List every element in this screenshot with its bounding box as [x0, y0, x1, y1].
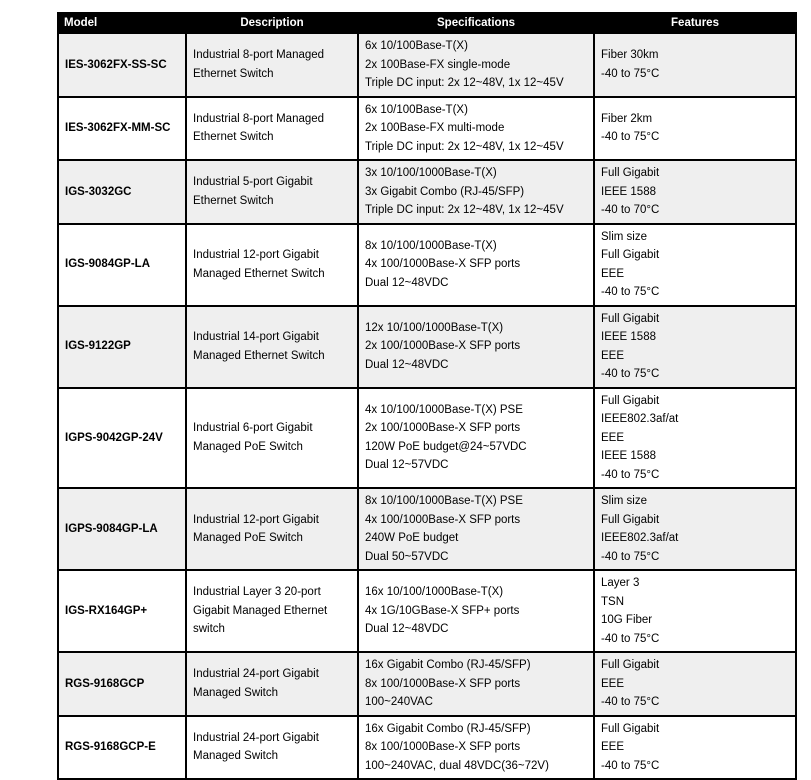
feature-line: -40 to 70°C	[601, 204, 660, 216]
specification-line: 8x 10/100/1000Base-T(X) PSE	[365, 495, 523, 507]
specification-line: Dual 12~48VDC	[365, 276, 449, 289]
specification-line: 4x 100/1000Base-X SFP ports	[365, 258, 521, 271]
specification-line: 2x 100Base-FX multi-mode	[365, 122, 505, 134]
feature-line: -40 to 75°C	[601, 368, 660, 380]
specification-line: Dual 12~48VDC	[365, 623, 449, 636]
specification-line: Triple DC input: 2x 12~48V, 1x 12~45V	[365, 204, 564, 216]
table-row	[58, 570, 796, 652]
feature-line: -40 to 75°C	[601, 696, 660, 708]
specifications-cell	[358, 33, 594, 97]
feature-line: Layer 3	[601, 577, 640, 589]
column-header-model: Model	[58, 13, 186, 33]
table-row	[58, 716, 796, 780]
column-header-features: Features	[594, 13, 796, 33]
feature-line: EEE	[601, 431, 625, 444]
specification-line: Triple DC input: 2x 12~48V, 1x 12~45V	[365, 140, 564, 153]
product-table	[57, 12, 797, 780]
feature-line: TSN	[601, 595, 624, 608]
feature-line: EEE	[601, 349, 625, 362]
feature-line: IEEE 1588	[601, 450, 656, 462]
feature-line: IEEE 1588	[601, 185, 656, 198]
description-cell: Industrial 8-port Managed Ethernet Switch	[186, 33, 358, 97]
specification-line: 100~240VAC, dual 48VDC(36~72V)	[365, 759, 549, 772]
table-row	[58, 388, 796, 489]
specification-line: Dual 12~48VDC	[365, 358, 449, 371]
specification-line: 100~240VAC	[365, 696, 433, 708]
specification-line: 3x Gigabit Combo (RJ-45/SFP)	[365, 185, 525, 198]
description-cell: Industrial 12-port Gigabit Managed Ethernet Switch	[186, 224, 358, 306]
model-cell: RGS-9168GCP	[58, 652, 186, 716]
table-row	[58, 652, 796, 716]
table-row	[58, 488, 796, 570]
feature-line: Full Gigabit	[601, 249, 660, 261]
feature-line: -40 to 75°C	[601, 67, 660, 80]
specifications-cell	[358, 488, 594, 570]
table-row	[58, 160, 796, 224]
specifications-cell	[358, 160, 594, 224]
table-row	[58, 224, 796, 306]
features-cell	[594, 488, 796, 570]
model-cell: IES-3062FX-SS-SC	[58, 33, 186, 97]
specifications-cell	[358, 570, 594, 652]
features-cell	[594, 716, 796, 780]
description-cell: Industrial 12-port Gigabit Managed PoE Switch	[186, 488, 358, 570]
specification-line: 8x 10/100/1000Base-T(X)	[365, 239, 497, 252]
specification-line: 8x 100/1000Base-X SFP ports	[365, 677, 521, 690]
feature-line: EEE	[601, 677, 625, 690]
features-cell	[594, 224, 796, 306]
feature-line: -40 to 75°C	[601, 759, 660, 772]
feature-line: Slim size	[601, 230, 648, 243]
description-cell: Industrial 8-port Managed Ethernet Switch	[186, 97, 358, 161]
model-cell: IGS-9084GP-LA	[58, 224, 186, 306]
table-row	[58, 306, 796, 388]
specifications-cell	[358, 652, 594, 716]
feature-line: Full Gigabit	[601, 394, 660, 407]
specification-line: 16x Gigabit Combo (RJ-45/SFP)	[365, 722, 531, 735]
specification-line: 12x 10/100/1000Base-T(X)	[365, 321, 504, 334]
specification-line: 2x 100/1000Base-X SFP ports	[365, 422, 521, 435]
specification-line: 6x 10/100Base-T(X)	[365, 40, 468, 52]
description-cell: Industrial 6-port Gigabit Managed PoE Switch	[186, 388, 358, 489]
feature-line: Full Gigabit	[601, 722, 660, 735]
features-cell	[594, 306, 796, 388]
product-table-container	[57, 12, 797, 780]
feature-line: Full Gigabit	[601, 659, 660, 671]
specifications-cell	[358, 306, 594, 388]
specification-line: 2x 100Base-FX single-mode	[365, 58, 511, 71]
specification-line: 240W PoE budget	[365, 532, 459, 544]
specification-line: 6x 10/100Base-T(X)	[365, 103, 468, 116]
feature-line: -40 to 75°C	[601, 632, 660, 645]
model-cell: IGPS-9042GP-24V	[58, 388, 186, 489]
specification-line: 120W PoE budget@24~57VDC	[365, 440, 527, 453]
column-header-description: Description	[186, 13, 358, 33]
feature-line: Fiber 30km	[601, 49, 659, 62]
features-cell	[594, 388, 796, 489]
column-header-specifications: Specifications	[358, 13, 594, 33]
model-cell: RGS-9168GCP-E	[58, 716, 186, 780]
features-cell	[594, 97, 796, 161]
specifications-cell	[358, 388, 594, 489]
description-cell: Industrial 24-port Gigabit Managed Switch	[186, 652, 358, 716]
feature-line: EEE	[601, 267, 625, 280]
description-cell: Industrial 14-port Gigabit Managed Ethernet Switch	[186, 306, 358, 388]
feature-line: Full Gigabit	[601, 167, 660, 179]
feature-line: -40 to 75°C	[601, 550, 660, 563]
feature-line: IEEE802.3af/at	[601, 413, 679, 425]
features-cell	[594, 33, 796, 97]
model-cell: IGS-3032GC	[58, 160, 186, 224]
features-cell	[594, 160, 796, 224]
specifications-cell	[358, 716, 594, 780]
feature-line: IEEE802.3af/at	[601, 532, 679, 544]
model-cell: IGPS-9084GP-LA	[58, 488, 186, 570]
specification-line: 8x 100/1000Base-X SFP ports	[365, 741, 521, 753]
specification-line: Dual 12~57VDC	[365, 459, 449, 472]
specification-line: 4x 1G/10GBase-X SFP+ ports	[365, 604, 520, 617]
features-cell	[594, 570, 796, 652]
description-cell: Industrial 24-port Gigabit Managed Switch	[186, 716, 358, 780]
feature-line: Fiber 2km	[601, 112, 653, 125]
specifications-cell	[358, 224, 594, 306]
specification-line: 16x Gigabit Combo (RJ-45/SFP)	[365, 659, 531, 671]
features-cell	[594, 652, 796, 716]
feature-line: -40 to 75°C	[601, 131, 660, 144]
description-cell: Industrial Layer 3 20-port Gigabit Managed Ethernet switch	[186, 570, 358, 652]
model-cell: IGS-9122GP	[58, 306, 186, 388]
specification-line: 16x 10/100/1000Base-T(X)	[365, 586, 504, 599]
feature-line: Full Gigabit	[601, 312, 660, 325]
model-cell: IGS-RX164GP+	[58, 570, 186, 652]
description-cell: Industrial 5-port Gigabit Ethernet Switch	[186, 160, 358, 224]
feature-line: -40 to 75°C	[601, 286, 660, 298]
specification-line: 3x 10/100/1000Base-T(X)	[365, 167, 497, 179]
specification-line: 4x 10/100/1000Base-T(X) PSE	[365, 403, 523, 416]
feature-line: Slim size	[601, 495, 648, 507]
feature-line: IEEE 1588	[601, 331, 656, 343]
specifications-cell	[358, 97, 594, 161]
table-row	[58, 97, 796, 161]
table-row	[58, 33, 796, 97]
specification-line: 4x 100/1000Base-X SFP ports	[365, 513, 521, 526]
header-row	[58, 13, 796, 33]
model-cell: IES-3062FX-MM-SC	[58, 97, 186, 161]
feature-line: Full Gigabit	[601, 513, 660, 526]
feature-line: -40 to 75°C	[601, 468, 660, 481]
feature-line: EEE	[601, 741, 625, 753]
specification-line: Triple DC input: 2x 12~48V, 1x 12~45V	[365, 77, 564, 89]
specification-line: Dual 50~57VDC	[365, 550, 449, 563]
feature-line: 10G Fiber	[601, 614, 653, 626]
specification-line: 2x 100/1000Base-X SFP ports	[365, 340, 521, 353]
